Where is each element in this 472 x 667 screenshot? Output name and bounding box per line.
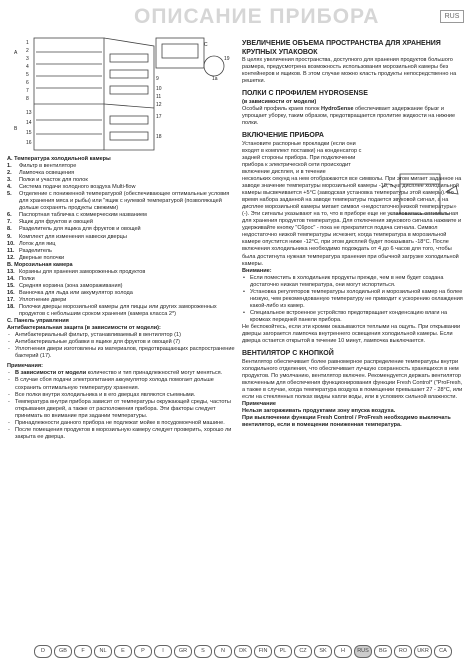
legend-text: Отделение с пониженной температурой (обеспечивающее оптимальные условия для хранения мяса и рыбы) или "ящик с нулевой температурой (позволяющей дольше сохранять продукты свежими) [19, 191, 230, 212]
legend-number: 14. [7, 275, 15, 282]
legend-number: 3. [7, 177, 12, 184]
switch-on-intro: Установите распорные прокладки (если они входят в комплект поставки) на конденсатор с задней стороны прибора. При подключении прибора к электрической сети происходит включение дисплея, и в течение [242, 140, 362, 175]
note-item: - После помещения продуктов в морозильную камеру следует проверить, хорошо ли закрыта ее дверца. [7, 427, 237, 441]
legend-text: Уплотнение двери [19, 296, 67, 303]
svg-text:4: 4 [26, 64, 29, 70]
legend-number: 4. [7, 184, 12, 191]
language-e[interactable]: E [114, 645, 132, 658]
svg-text:1: 1 [26, 40, 29, 46]
attention-list [242, 275, 464, 324]
svg-text:18: 18 [156, 134, 162, 140]
svg-text:16: 16 [26, 140, 32, 146]
language-sk[interactable]: SK [314, 645, 332, 658]
callout-A: A [14, 50, 18, 56]
legend-text: Лампочка освещения [19, 170, 75, 177]
legend-item [7, 248, 237, 255]
antibacterial-title: Антибактериальная защита (в зависимости от модели): [7, 325, 161, 332]
language-dk[interactable]: DK [234, 645, 252, 658]
attention-item: • Если поместить в холодильник продукты прежде, чем в нем будет создана достаточно низкая температура, они могут испортиться. [242, 275, 464, 289]
language-ro[interactable]: RO [394, 645, 412, 658]
legend-number: 10. [7, 240, 15, 247]
svg-text:14: 14 [26, 120, 32, 126]
fan-title: ВЕНТИЛЯТОР С КНОПКОЙ [242, 350, 334, 358]
legend-text: Комплект для изменения навески дверцы [19, 233, 127, 240]
legend-number: 7. [7, 219, 12, 226]
notes-list [7, 370, 237, 440]
section-b [7, 262, 237, 318]
legend-text: Лоток для яиц [19, 240, 56, 247]
fan-note-1: Нельзя загораживать продуктами зону впуска воздуха. [242, 408, 396, 415]
legend-text: Паспортная табличка с коммерческим названием [19, 212, 147, 219]
section-switch-on [242, 132, 464, 345]
legend-text: Ящик для фруктов и овощей [19, 219, 93, 226]
note-item: - В случае сбоя подачи электропитания аккумулятор холода помогает дольше сохранить оптимальную температуру хранения. [7, 377, 237, 391]
notes-title: Примечания: [7, 363, 43, 370]
language-ukr[interactable]: UKR [414, 645, 432, 658]
installation-illustration [370, 168, 462, 218]
legend-number: 15. [7, 282, 15, 289]
language-f[interactable]: F [74, 645, 92, 658]
legend-number: 2. [7, 170, 12, 177]
switch-on-text: нескольких секунд на нем отображаются все символы. При этом мигает заданное на заводе значение температуры морозильной камеры -18, а на дисплее холодильной камеры высвечивается +5°C (заводская установка температуры этой камеры). Во время набора заданной на заводе температуры подается звуковой сигнал, а на дисплее морозильной камеры мигает символ «недостаточно низкой температуры» (-). Эти сигналы указывают на то, что в приборе еще не установилась оптимальная для хранения продуктов температура. Для отключения звукового сигнала нажмите и удерживайте кнопку "С6рос" - пока не прекратится подача сигнала. Символ недостаточно низкой температуры исчезнет, когда температура в морозильной камере опустится ниже -12°C, при этом дисплей будет показывать -18°C. После включения холодильника необходимо подождать от 4 до 6 часов для того, чтобы была достигнута нужная температура хранения при обычной загрузке холодильной камеры. [242, 175, 462, 267]
section-fan [242, 350, 464, 429]
legend-text: Средняя корзина (зона замораживания) [19, 282, 123, 289]
language-fin[interactable]: FIN [254, 645, 272, 658]
language-d[interactable]: D [34, 645, 52, 658]
legend-text: Полки [19, 275, 35, 282]
legend-text: Полочки дверцы морозильной камеры для пиццы или других замороженных продуктов с небольшим сроком хранения (камера класса 2*) [19, 303, 217, 318]
legend-number: 11. [7, 247, 15, 254]
legend-number: 13. [7, 268, 15, 275]
legend-text: Фильтр в вентиляторе [19, 163, 77, 170]
legend-item [7, 191, 237, 212]
language-bar [34, 645, 454, 657]
page-title: ОПИСАНИЕ ПРИБОРА [134, 5, 380, 28]
legend-item [7, 297, 237, 304]
svg-text:3: 3 [26, 56, 29, 62]
language-h[interactable]: H [334, 645, 352, 658]
legend-text: Система подачи холодного воздуха Multi-flow [19, 184, 136, 191]
storage-space-title: УВЕЛИЧЕНИЕ ОБЪЕМА ПРОСТРАНСТВА ДЛЯ ХРАНЕНИЯ КРУПНЫХ УПАКОВОК [242, 40, 441, 56]
svg-text:19: 19 [224, 56, 230, 62]
attention-title: Внимание: [242, 267, 272, 274]
legend-text: Полки и участок для полок [19, 177, 88, 184]
storage-space-text: В целях увеличения пространства, доступного для хранения продуктов большого размера, предусмотрена возможность использования морозильной камеры без контейнеров и ящиков. В этом случае можно класть продукты непосредственно на решетки. [242, 57, 457, 85]
legend-item [7, 163, 237, 170]
language-p[interactable]: P [134, 645, 152, 658]
antibacterial-item: - Антибактериальный фильтр, устанавливаемый в вентилятор (1) [7, 332, 237, 339]
switch-on-title: ВКЛЮЧЕНИЕ ПРИБОРА [242, 132, 324, 140]
note-item: - Все полки внутри холодильника и в его дверцах являются съемными. [7, 392, 237, 399]
callout-B: B [14, 126, 18, 132]
section-a-title: A. Температура холодильной камеры [7, 156, 111, 162]
attention-item: • Специальное встроенное устройство предотвращает конденсацию влаги на кромках передней панели прибора. [242, 310, 464, 324]
legend-text: Корзины для хранения замороженных продуктов [19, 268, 146, 275]
svg-text:17: 17 [156, 114, 162, 120]
legend-item [7, 177, 237, 184]
control-panel-detail [156, 38, 204, 68]
language-i[interactable]: I [154, 645, 172, 658]
legend-item [7, 304, 237, 318]
legend-text: Дверные полочки [19, 254, 65, 261]
svg-text:8: 8 [26, 96, 29, 102]
language-badge: RUS [440, 10, 464, 23]
legend-number: 18. [7, 303, 15, 310]
language-cz[interactable]: CZ [294, 645, 312, 658]
language-ca[interactable]: CA [434, 645, 452, 658]
fan-note-title: Примечание [242, 400, 276, 407]
language-pl[interactable]: PL [274, 645, 292, 658]
legend-number: 12. [7, 254, 15, 261]
legend-number: 5. [7, 191, 12, 198]
hydrosense-subtitle: (в зависимости от модели) [242, 98, 317, 105]
antibacterial-list [7, 332, 237, 360]
antibacterial-item: - Антибактериальные добавки в ящике для фруктов и овощей (7) [7, 339, 237, 346]
svg-text:2: 2 [26, 48, 29, 54]
svg-text:11: 11 [156, 94, 162, 100]
legend-number: 1. [7, 163, 12, 170]
legend-item [7, 255, 237, 262]
legend-item [7, 234, 237, 241]
legend-item [7, 226, 237, 233]
section-c-title: C. Панель управления [7, 318, 69, 325]
section-b-title: B. Морозильная камера [7, 261, 73, 268]
hydrosense-title: ПОЛКИ С ПРОФИЛЕМ HYDROSENSE [242, 90, 368, 98]
callout-C: C [204, 42, 208, 48]
legend-number: 17. [7, 296, 15, 303]
legend-item [7, 276, 237, 283]
section-a [7, 156, 237, 262]
legend-text: Ванночка для льда или аккумулятор холода [19, 289, 133, 296]
legend-number: 8. [7, 226, 12, 233]
svg-text:7: 7 [26, 88, 29, 94]
attention-item: • Установка регуляторов температуры холодильной и морозильной камер на более низкую, чем рекомендованную температуру не приводит к ускорению охлаждения какой-либо из камер. [242, 289, 464, 310]
svg-text:6: 6 [26, 80, 29, 86]
legend-number: 6. [7, 212, 12, 219]
language-gr[interactable]: GR [174, 645, 192, 658]
note-item: - В зависимости от модели количество и тип принадлежностей могут меняться. [7, 370, 237, 377]
antibacterial-item: - Уплотнения двери изготовлены из материалов, предотвращающих распространение бактерий (17). [7, 346, 237, 360]
language-rus[interactable]: RUS [354, 645, 372, 658]
legend-number: 16. [7, 289, 15, 296]
legend-item [7, 170, 237, 177]
note-item: - Принадлежности данного прибора не подлежат мойке в посудомоечной машине. [7, 420, 237, 427]
svg-text:1a: 1a [212, 76, 218, 82]
fan-detail [204, 56, 224, 76]
right-column [242, 40, 464, 434]
door-divider [104, 104, 154, 108]
language-bg[interactable]: BG [374, 645, 392, 658]
legend-item [7, 269, 237, 276]
svg-text:5: 5 [26, 72, 29, 78]
legend-text: Разделитель [19, 247, 52, 254]
note-item: - Температура внутри прибора зависит от температуры окружающей среды, частоты открывания дверей, а также от расположения прибора. Эти факторы следует принимать во внимание при задании температуры. [7, 399, 237, 420]
fridge-diagram [6, 34, 234, 156]
language-s[interactable]: S [194, 645, 212, 658]
switch-on-end: Не беспокойтесь, если эти кромки оказываются теплыми на ощупь. При открывании дверцы загорается лампочка внутреннего освещения холодильной камеры. Если дверца остается открытой в течение 10 минут, лампочка выключается. [242, 323, 461, 345]
svg-text:13: 13 [26, 110, 32, 116]
language-gb[interactable]: GB [54, 645, 72, 658]
left-column [7, 156, 237, 441]
fan-note-2: При выключении функции Fresh Control / ProFresh необходимо выключать вентилятор, если в помещении пониженная температура. [242, 415, 451, 429]
language-nl[interactable]: NL [94, 645, 112, 658]
svg-text:15: 15 [26, 130, 32, 136]
svg-text:12: 12 [156, 102, 162, 108]
section-storage-space [242, 40, 464, 85]
svg-text:9: 9 [156, 76, 159, 82]
language-n[interactable]: N [214, 645, 232, 658]
legend-text: Разделитель для ящика для фруктов и овощей [19, 226, 141, 233]
legend-number: 9. [7, 233, 12, 240]
svg-text:10: 10 [156, 86, 162, 92]
section-hydrosense [242, 90, 464, 127]
legend-item [7, 283, 237, 290]
legend-item [7, 290, 237, 297]
fridge-body [34, 38, 104, 150]
legend-item [7, 241, 237, 248]
fan-text: Вентилятор обеспечивает более равномерное распределение температуры внутри холодильного отделения, что обеспечивает лучшую сохранность хранящихся в нем продуктов. По умолчанию, вентилятор включен. Рекомендуется держать вентилятор включенным для обеспечения функционирования функции Fresh Control* ("ProFresh, а также в случае, когда температура воздуха в помещении превышает 27 - 28°C, или если на стеклянных полках видны капли воды, или в условиях сильной влажности. [242, 358, 463, 400]
hydrosense-text: Особый профиль краев полок HydroSense обеспечивает задержание брызг и упрощает уборку, таким образом, предотвращается пролитие жидкости на нижние полки. [242, 106, 456, 127]
